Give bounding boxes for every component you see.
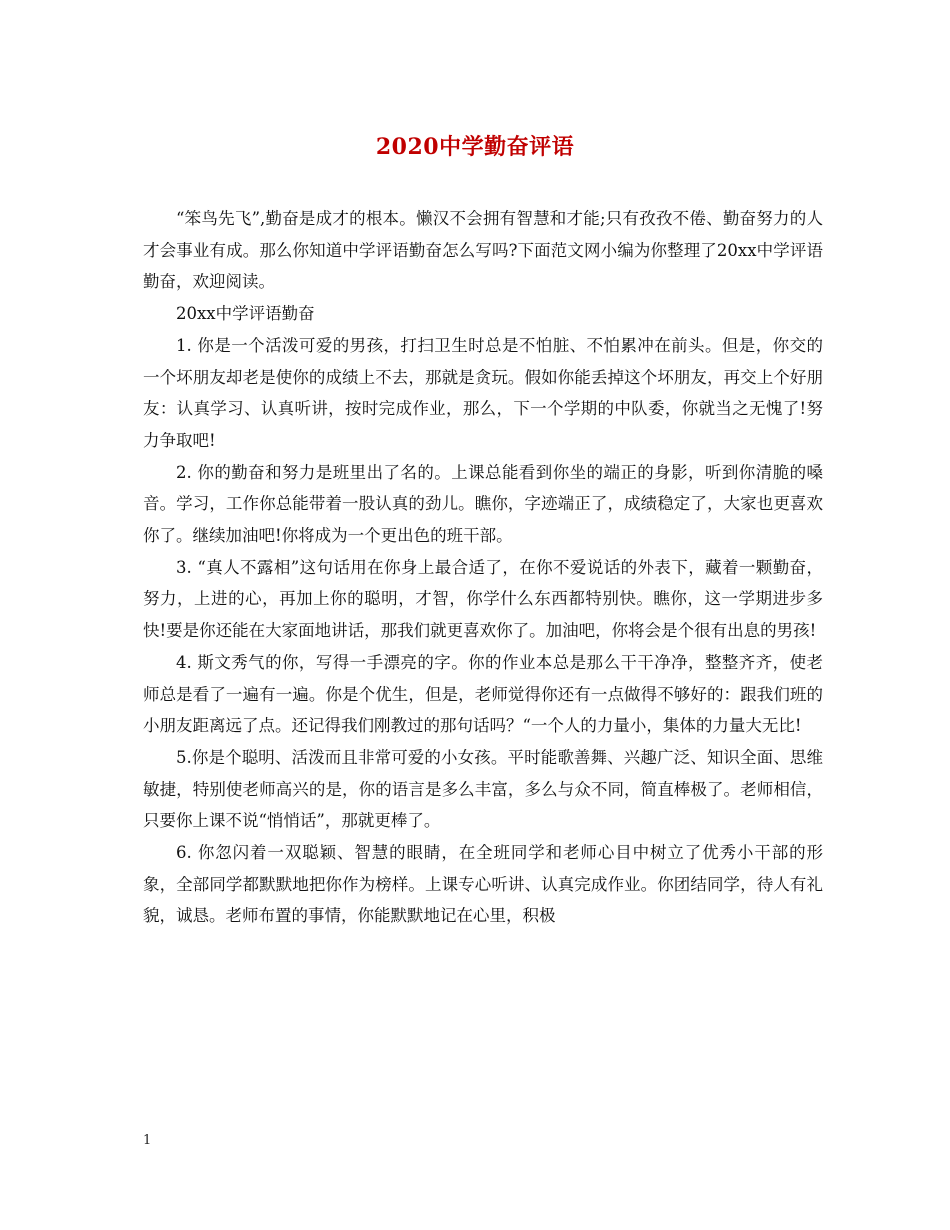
- intro-paragraph: “笨鸟先飞”,勤奋是成才的根本。懒汉不会拥有智慧和才能;只有孜孜不倦、勤奋努力的人才会事业有成。那么你知道中学评语勤奋怎么写吗?下面范文网小编为你整理了20xx中学评语勤奋，欢迎阅读。: [143, 209, 823, 292]
- comment-item-2: 2. 你的勤奋和努力是班里出了名的。上课总能看到你坐的端正的身影，听到你清脆的嗓音。学习，工作你总能带着一股认真的劲儿。瞧你，字迹端正了，成绩稳定了，大家也更喜欢你了。继续加油吧!你将成为一个更出色的班干部。: [143, 462, 823, 546]
- subheading: 20xx中学评语勤奋: [176, 304, 315, 324]
- page-number: 1: [143, 1133, 152, 1148]
- comment-item-1: 1. 你是一个活泼可爱的男孩，打扫卫生时总是不怕脏、不怕累冲在前头。但是，你交的一个坏朋友却老是使你的成绩上不去，那就是贪玩。假如你能丢掉这个坏朋友，再交上个好朋友：认真学习、认真听讲，按时完成作业，那么，下一个学期的中队委，你就当之无愧了!努力争取吧!: [143, 335, 823, 450]
- document-body: [143, 203, 823, 932]
- comment-item-5: 5.你是个聪明、活泼而且非常可爱的小女孩。平时能歌善舞、兴趣广泛、知识全面、思维敏捷，特别使老师高兴的是，你的语言是多么丰富，多么与众不同，简直棒极了。老师相信，只要你上课不说“悄悄话”，那就更棒了。: [143, 747, 823, 831]
- comment-item-3: 3. “真人不露相”这句话用在你身上最合适了，在你不爱说话的外表下，藏着一颗勤奋，努力，上进的心，再加上你的聪明，才智，你学什么东西都特别快。瞧你，这一学期进步多快!要是你还能在大家面地讲话，那我们就更喜欢你了。加油吧，你将会是个很有出息的男孩!: [143, 557, 823, 641]
- comment-item-6: 6. 你忽闪着一双聪颖、智慧的眼睛，在全班同学和老师心目中树立了优秀小干部的形象，全部同学都默默地把你作为榜样。上课专心听讲、认真完成作业。你团结同学，待人有礼貌，诚恳。老师布置的事情，你能默默地记在心里，积极: [143, 843, 823, 926]
- comment-item-4: 4. 斯文秀气的你，写得一手漂亮的字。你的作业本总是那么干干净净，整整齐齐，使老师总是看了一遍有一遍。你是个优生，但是，老师觉得你还有一点做得不够好的：跟我们班的小朋友距离远了点。还记得我们刚教过的那句话吗？“一个人的力量小，集体的力量大无比!: [143, 652, 823, 736]
- page-title: 2020中学勤奋评语: [375, 134, 575, 160]
